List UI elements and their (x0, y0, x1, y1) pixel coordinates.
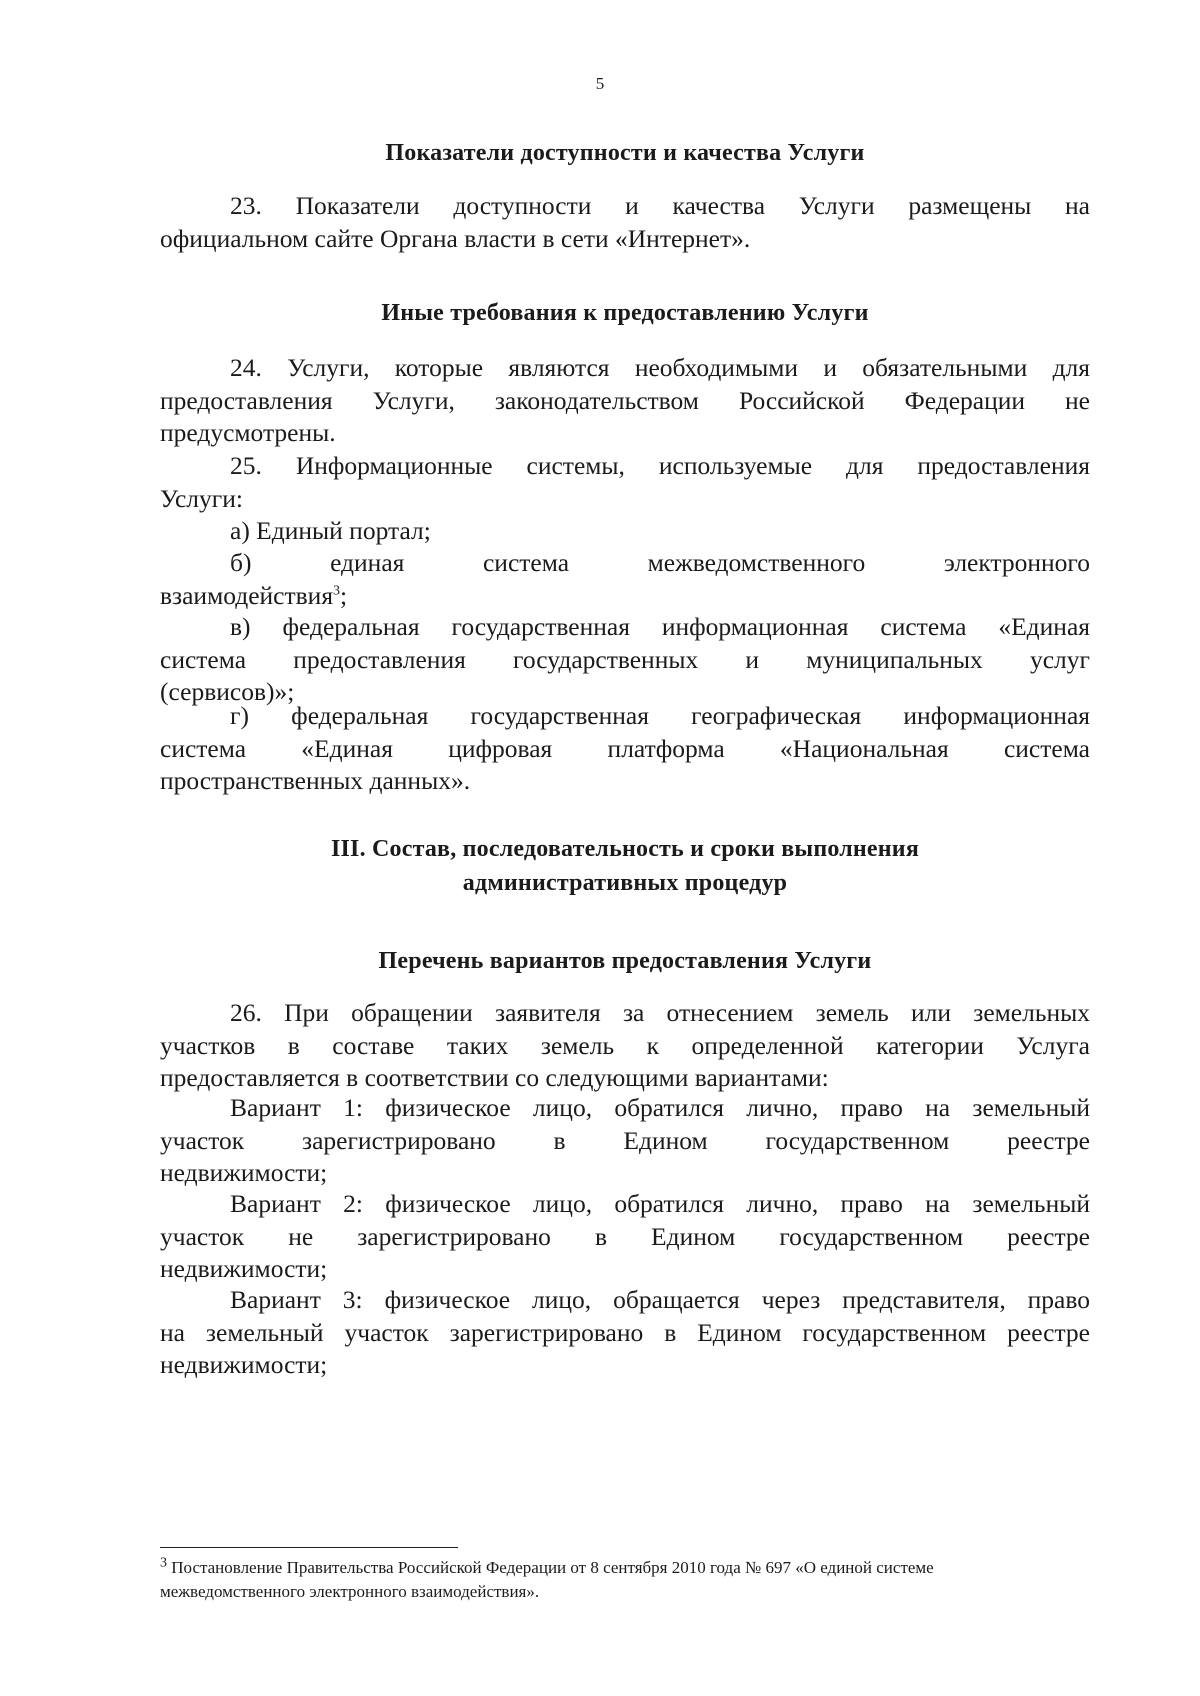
footnote-separator (160, 1547, 458, 1548)
heading-line: III. Состав, последовательность и сроки выполнения (330, 836, 920, 862)
paragraph-line: Вариант 2: физическое лицо, обратился лично, право на земельный (230, 1189, 1090, 1218)
variant-1 (160, 1092, 1090, 1190)
paragraph-line: пространственных данных». (160, 766, 471, 795)
section-heading-availability: Показатели доступности и качества Услуги (385, 140, 865, 166)
paragraph-line: недвижимости; (160, 1254, 328, 1283)
paragraph-line: система предоставления государственных и муниципальных услуг (160, 644, 1090, 674)
paragraph-line: участков в составе таких земель к определенной категории Услуга (160, 1030, 1090, 1060)
section-heading-variants: Перечень вариантов предоставления Услуги (378, 948, 872, 974)
text-fragment: Постановление Правительства Российской Федерации от 8 сентября 2010 года № 697 «О единой системе (167, 1558, 934, 1577)
section-heading-other-requirements: Иные требования к предоставлению Услуги (381, 300, 869, 326)
paragraph-line: недвижимости; (160, 1350, 328, 1379)
list-item-25b (160, 547, 1090, 612)
text-fragment: ; (340, 580, 348, 610)
paragraph-line: на земельный участок зарегистрировано в Едином государственном реестре (160, 1317, 1090, 1347)
paragraph-line (160, 580, 1090, 613)
paragraph-line: участок зарегистрировано в Едином государственном реестре (160, 1125, 1090, 1155)
list-item-25v (160, 611, 1090, 709)
paragraph-26 (160, 997, 1090, 1095)
paragraph-line: предусмотрены. (160, 418, 336, 447)
footnote (160, 1556, 1090, 1604)
paragraph-24 (160, 352, 1090, 450)
paragraph-line: недвижимости; (160, 1158, 328, 1187)
paragraph-line: 26. При обращении заявителя за отнесением земель или земельных (230, 998, 1090, 1027)
paragraph-line: 23. Показатели доступности и качества Услуги размещены на (230, 191, 1090, 220)
footnote-reference: 3 (333, 583, 341, 598)
heading-line: административных процедур (462, 870, 788, 896)
paragraph-23 (160, 190, 1090, 255)
paragraph-line: 25. Информационные системы, используемые для предоставления (230, 451, 1090, 480)
paragraph-line: Вариант 3: физическое лицо, обращается через представителя, право (230, 1285, 1090, 1314)
paragraph-25 (160, 450, 1090, 515)
paragraph-line: предоставляется в соответствии со следующими вариантами: (160, 1063, 829, 1092)
paragraph-line: Услуги: (160, 483, 243, 513)
text-fragment: взаимодействия (160, 580, 334, 610)
footnote-line: межведомственного электронного взаимодействия». (160, 1582, 540, 1601)
paragraph-line: Вариант 1: физическое лицо, обратился лично, право на земельный (230, 1093, 1090, 1122)
variant-3 (160, 1284, 1090, 1382)
list-item-25a (160, 515, 1090, 548)
footnote-marker: 3 (160, 1555, 167, 1571)
paragraph-line: в) федеральная государственная информационная система «Единая (230, 612, 1090, 641)
footnote-line (160, 1556, 1090, 1580)
paragraph-line: а) Единый портал; (230, 516, 431, 545)
paragraph-line: 24. Услуги, которые являются необходимыми и обязательными для (230, 353, 1090, 382)
variant-2 (160, 1188, 1090, 1286)
paragraph-line: б) единая система межведомственного электронного (230, 548, 1090, 577)
paragraph-line: (сервисов)»; (160, 677, 295, 706)
list-item-25g (160, 700, 1090, 798)
paragraph-line: г) федеральная государственная географическая информационная (230, 701, 1090, 730)
paragraph-line: участок не зарегистрировано в Едином государственном реестре (160, 1221, 1090, 1251)
page-number: 5 (595, 74, 605, 93)
paragraph-line: система «Единая цифровая платформа «Национальная система (160, 733, 1090, 763)
paragraph-line: официальном сайте Органа власти в сети «Интернет». (160, 223, 751, 253)
chapter-heading-iii (160, 832, 1090, 900)
paragraph-line: предоставления Услуги, законодательством Российской Федерации не (160, 385, 1090, 415)
